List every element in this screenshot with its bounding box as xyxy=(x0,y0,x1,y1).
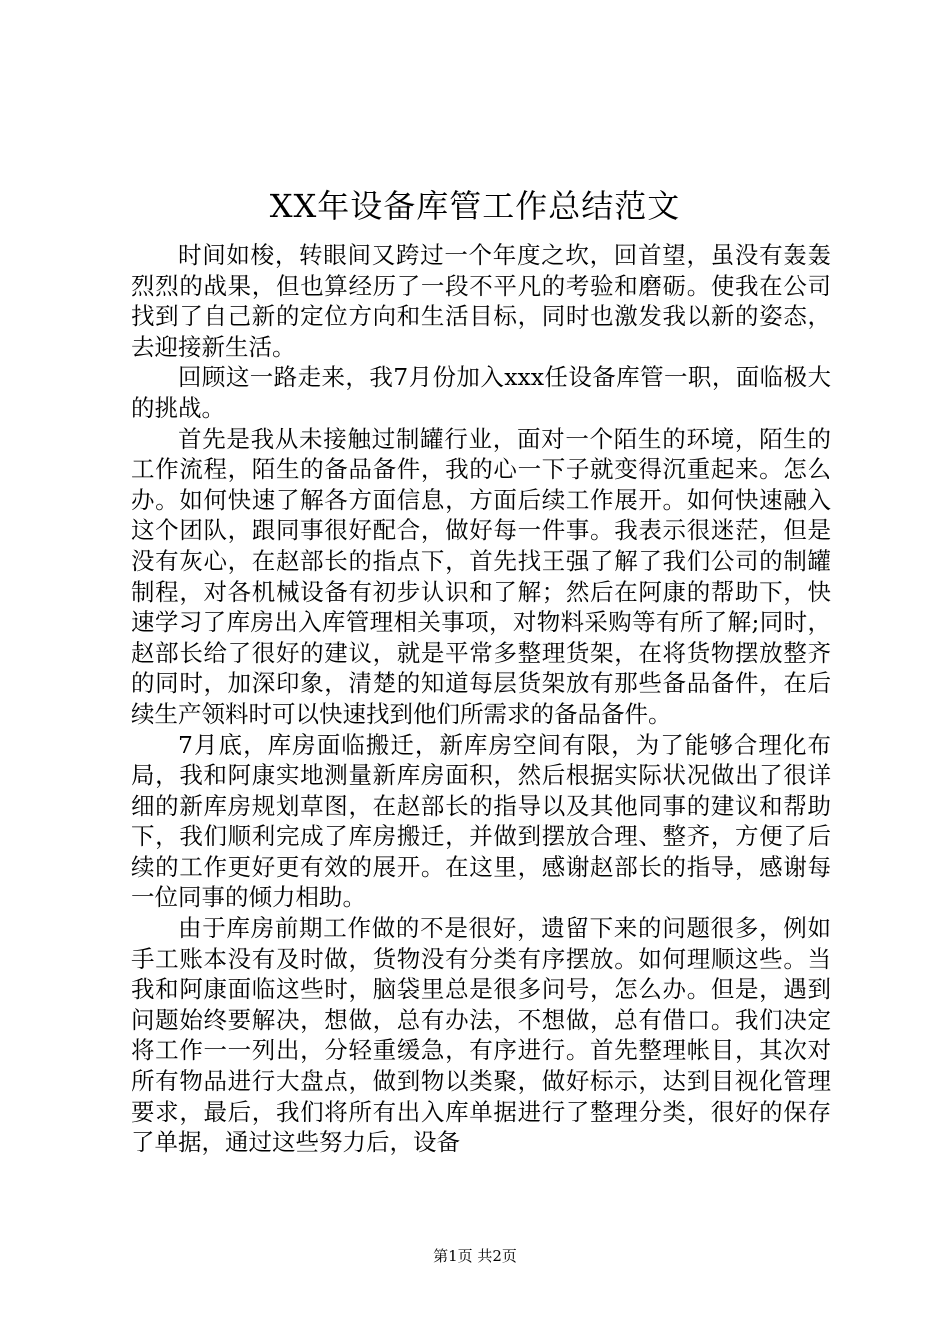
paragraph: 时间如梭，转眼间又跨过一个年度之坎，回首望，虽没有轰轰烈烈的战果，但也算经历了一段不平凡的考验和磨砺。使我在公司找到了自己新的定位方向和生活目标，同时也激发我以新的姿态，去迎接新生活。 xyxy=(131,241,831,361)
paragraph: 7月底，库房面临搬迁，新库房空间有限，为了能够合理化布局，我和阿康实地测量新库房面积，然后根据实际状况做出了很详细的新库房规划草图，在赵部长的指导以及其他同事的建议和帮助下，我们顺利完成了库房搬迁，并做到摆放合理、整齐，方便了后续的工作更好更有效的展开。在这里，感谢赵部长的指导，感谢每一位同事的倾力相助。 xyxy=(131,730,831,912)
paragraph: 由于库房前期工作做的不是很好，遗留下来的问题很多，例如手工账本没有及时做，货物没有分类有序摆放。如何理顺这些。当我和阿康面临这些时，脑袋里总是很多问号，怎么办。但是，遇到问题始终要解决，想做，总有办法，不想做，总有借口。我们决定将工作一一列出，分轻重缓急，有序进行。首先整理帐目，其次对所有物品进行大盘点，做到物以类聚，做好标示，达到目视化管理要求，最后，我们将所有出入库单据进行了整理分类，很好的保存了单据，通过这些努力后，设备 xyxy=(131,914,831,1157)
paragraph: 首先是我从未接触过制罐行业，面对一个陌生的环境，陌生的工作流程，陌生的备品备件，我的心一下子就变得沉重起来。怎么办。如何快速了解各方面信息，方面后续工作展开。如何快速融入这个团队，跟同事很好配合，做好每一件事。我表示很迷茫，但是没有灰心，在赵部长的指点下，首先找王强了解了我们公司的制罐制程，对各机械设备有初步认识和了解；然后在阿康的帮助下，快速学习了库房出入库管理相关事项，对物料采购等有所了解;同时，赵部长给了很好的建议，就是平常多整理货架，在将货物摆放整齐的同时，加深印象，清楚的知道每层货架放有那些备品备件，在后续生产领料时可以快速找到他们所需求的备品备件。 xyxy=(131,424,831,728)
document-body xyxy=(131,240,831,1158)
paragraph: 回顾这一路走来，我7月份加入xxx任设备库管一职，面临极大的挑战。 xyxy=(131,363,831,422)
page-footer: 第1页 共2页 xyxy=(433,1247,517,1265)
document-title: XX年设备库管工作总结范文 xyxy=(269,187,681,225)
